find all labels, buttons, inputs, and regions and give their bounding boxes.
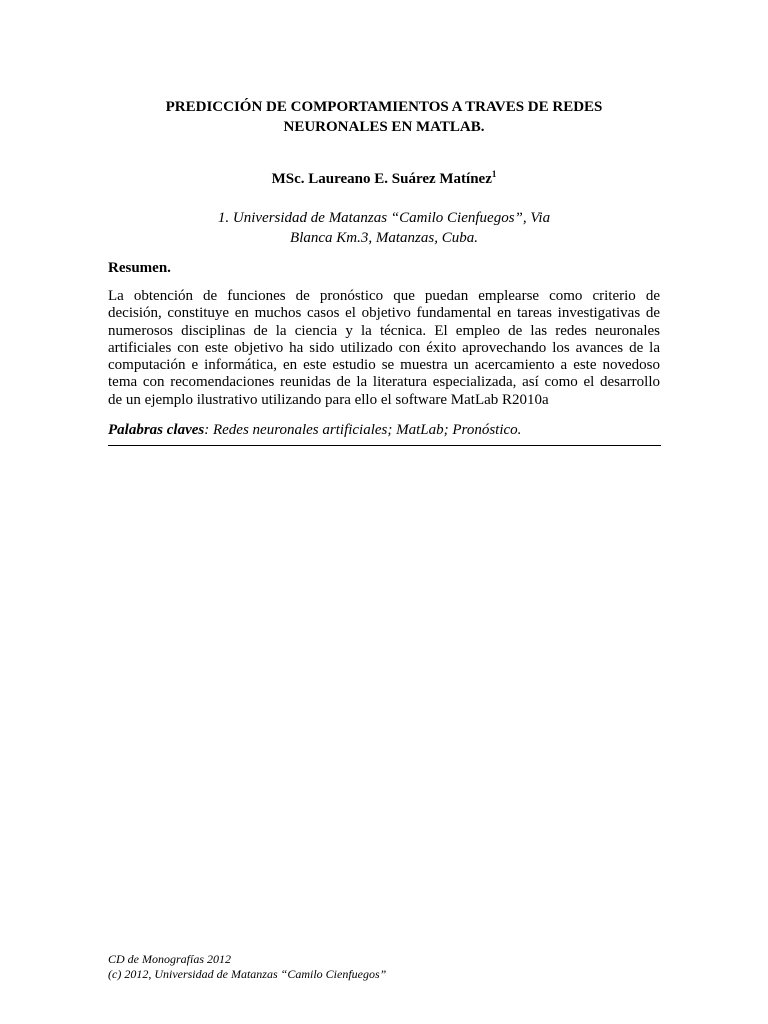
abstract-line: tema con recomendaciones reunidas de la literatura especializada, así como el desarrollo	[108, 374, 660, 391]
footer-line-2: (c) 2012, Universidad de Matanzas “Camilo Cienfuegos”	[108, 967, 387, 981]
abstract-line: de un ejemplo ilustrativo utilizando para ello el software MatLab R2010a	[108, 391, 549, 408]
abstract-body	[108, 288, 660, 409]
author-footnote-mark: 1	[491, 169, 497, 179]
author-name: MSc. Laureano E. Suárez Matínez	[271, 171, 492, 187]
affiliation-line-1: 1. Universidad de Matanzas “Camilo Cienfuegos”, Via	[217, 210, 551, 226]
abstract-line: computación e informática, en este estudio se muestra un acercamiento a este novedoso	[108, 357, 660, 374]
document-title	[108, 97, 660, 137]
author-line	[108, 169, 660, 189]
horizontal-rule	[108, 445, 661, 446]
footer-line-1: CD de Monografías 2012	[108, 952, 231, 966]
keywords-text: : Redes neuronales artificiales; MatLab; Pronóstico.	[204, 422, 522, 438]
title-line-1: PREDICCIÓN DE COMPORTAMIENTOS A TRAVES DE REDES	[165, 99, 603, 115]
abstract-line: decisión, constituye en muchos casos el objetivo fundamental en tareas investigativas de	[108, 305, 660, 322]
abstract-line: La obtención de funciones de pronóstico que puedan emplearse como criterio de	[108, 288, 660, 304]
abstract-line: artificiales con este objetivo ha sido utilizado con éxito aprovechando los avances de la	[108, 339, 660, 356]
page-footer	[108, 952, 660, 982]
title-line-2: NEURONALES EN MATLAB.	[283, 119, 485, 135]
keywords	[108, 420, 660, 440]
abstract-heading: Resumen.	[108, 260, 171, 276]
affiliation	[108, 208, 660, 248]
abstract-line: numerosos disciplinas de la ciencia y la técnica. El empleo de las redes neuronales	[108, 322, 660, 339]
keywords-label: Palabras claves	[108, 422, 205, 438]
affiliation-line-2: Blanca Km.3, Matanzas, Cuba.	[290, 230, 478, 246]
